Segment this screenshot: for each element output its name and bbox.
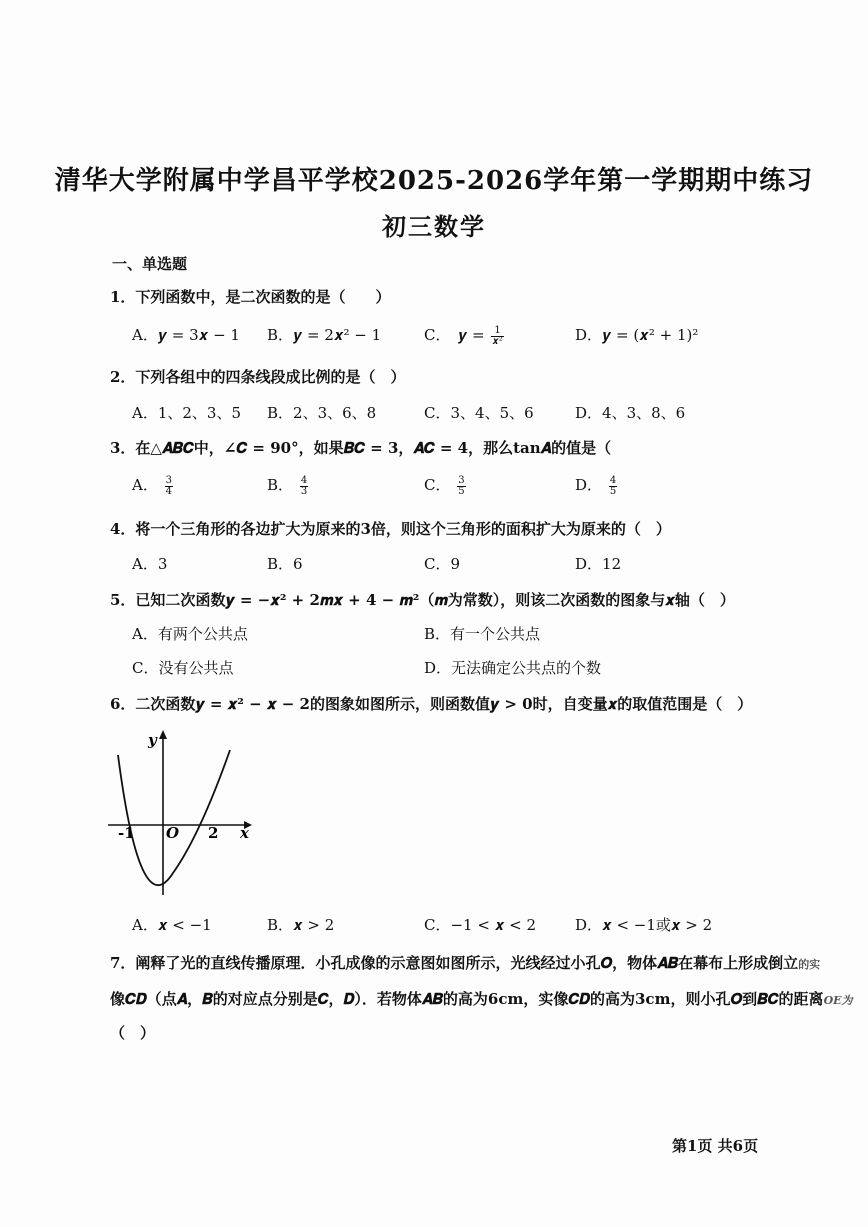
question-1-option-c-prefix: C． 𝒚 =: [424, 326, 485, 344]
fraction-denominator: 4: [165, 485, 172, 497]
question-3-option-a: [132, 474, 173, 497]
question-5-option-b: B．有一个公共点: [424, 625, 541, 643]
parabola-graph: [100, 725, 260, 900]
question-5-stem: 5．已知二次函数𝒚 = −𝒙² + 2𝒎𝒙 + 4 − 𝒎²（𝒎为常数），则该二次函数的图象与𝒙轴（ ）: [110, 591, 735, 609]
y-axis-arrow: [159, 730, 167, 739]
question-3-option-a-fraction: [165, 476, 173, 497]
origin-label: O: [166, 824, 180, 842]
question-2-stem: 2．下列各组中的四条线段成比例的是（ ）: [110, 368, 406, 386]
option-label: B．: [267, 476, 294, 494]
root-neg1-label: -1: [118, 824, 135, 842]
fraction-numerator: 1: [491, 326, 503, 337]
question-3-option-d: [575, 474, 617, 497]
question-4-option-c: C．9: [424, 555, 461, 573]
fraction-numerator: 4: [300, 474, 308, 486]
option-label: C．: [424, 476, 451, 494]
question-5-option-d: D．无法确定公共点的个数: [424, 659, 602, 677]
parabola-curve: [118, 750, 230, 885]
fraction-numerator: 4: [609, 474, 617, 486]
question-6-option-b: B．𝒙 > 2: [267, 916, 335, 934]
option-label: D．: [575, 476, 603, 494]
question-2-option-a: A．1、2、3、5: [132, 404, 242, 422]
fraction-numerator: 3: [458, 474, 465, 486]
question-1-option-d: D．𝒚 = (𝒙² + 1)²: [575, 326, 699, 344]
question-4-stem: 4．将一个三角形的各边扩大为原来的3倍，则这个三角形的面积扩大为原来的（ ）: [110, 520, 671, 538]
x-axis-label: x: [240, 824, 249, 842]
question-6-option-d: D．𝒙 < −1或𝒙 > 2: [575, 916, 713, 934]
y-axis-label: y: [148, 731, 157, 749]
question-3-stem: 3．在△𝑨𝑩𝑪中，∠𝑪 = 90°，如果𝑩𝑪 = 3，𝑨𝑪 = 4，那么tan𝑨的值是（: [110, 439, 612, 457]
question-7-line-2: [110, 988, 853, 1009]
question-5-option-a: A．有两个公共点: [132, 625, 248, 643]
question-1-option-c: [424, 324, 504, 347]
root-2-label: 2: [208, 824, 219, 842]
question-1-stem: 1．下列函数中，是二次函数的是（ ）: [110, 288, 391, 306]
exam-subtitle: 初三数学: [382, 212, 486, 241]
page-footer: 第1页 共6页: [672, 1137, 759, 1155]
exam-title: 清华大学附属中学昌平学校2025-2026学年第一学期期中练习: [54, 166, 814, 196]
fraction-denominator: 3: [300, 485, 308, 497]
fraction-numerator: 3: [165, 474, 172, 486]
question-6-option-c: C．−1 < 𝒙 < 2: [424, 916, 536, 934]
question-3-option-b: [267, 474, 308, 497]
question-3-option-b-fraction: [300, 476, 308, 497]
option-label: A．: [132, 476, 158, 494]
question-2-option-d: D．4、3、8、6: [575, 404, 686, 422]
question-1-option-b: B．𝒚 = 2𝒙² − 1: [267, 326, 382, 344]
question-2-option-b: B．2、3、6、8: [267, 404, 377, 422]
question-4-option-d: D．12: [575, 555, 622, 573]
question-1-option-c-fraction: [491, 326, 503, 347]
fraction-denominator: 5: [458, 485, 465, 497]
question-4-option-b: B．6: [267, 555, 303, 573]
question-3-option-c-fraction: [457, 476, 465, 497]
question-1-option-a: A．𝒚 = 3𝒙 − 1: [132, 326, 240, 344]
question-3-option-c: [424, 474, 466, 497]
question-7-line-3: （ ）: [110, 1024, 156, 1042]
section-heading: 一、单选题: [112, 255, 188, 273]
question-5-option-c: C．没有公共点: [132, 659, 234, 677]
question-7-line-1-tail: 的实: [798, 958, 821, 971]
question-7-line-1-text: 7．阐释了光的直线传播原理．小孔成像的示意图如图所示，光线经过小孔𝑶，物体𝑨𝑩在幕布上形成倒立: [110, 954, 799, 972]
question-7-line-2-text: 像𝑪𝑫（点𝑨，𝑩的对应点分别是𝑪，𝑫）．若物体𝑨𝑩的高为6cm，实像𝑪𝑫的高为3cm，则小孔𝑶到𝑩𝑪的距离: [110, 990, 824, 1008]
question-4-option-a: A．3: [132, 555, 168, 573]
question-6-option-a: A．𝒙 < −1: [132, 916, 212, 934]
question-6-stem: 6．二次函数𝒚 = 𝒙² − 𝒙 − 2的图象如图所示，则函数值𝒚 > 0时，自变量𝒙的取值范围是（ ）: [110, 695, 753, 713]
fraction-denominator: 𝒙²: [492, 335, 503, 347]
question-7-line-1: [110, 952, 820, 973]
question-7-line-2-tail: OE为: [823, 994, 853, 1007]
question-3-option-d-fraction: [609, 476, 617, 497]
question-2-option-c: C．3、4、5、6: [424, 404, 534, 422]
fraction-denominator: 5: [609, 485, 617, 497]
